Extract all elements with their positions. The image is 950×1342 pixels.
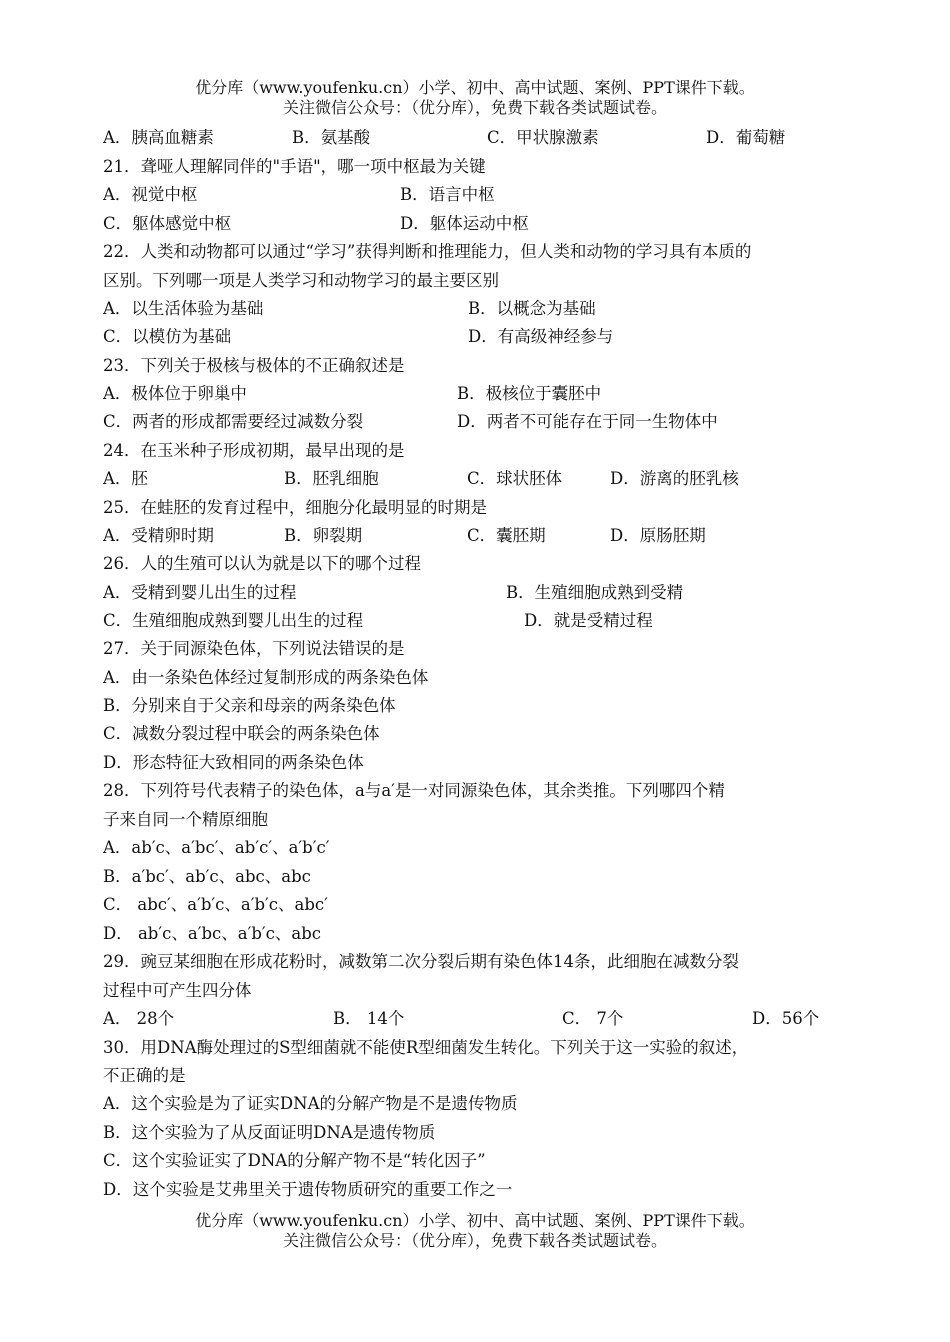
- q22-option-d: D．有高级神经参与: [468, 327, 614, 346]
- q28-stem-line2: 子来自同一个精原细胞: [103, 810, 268, 829]
- q23-option-d: D．两者不可能存在于同一生物体中: [457, 412, 718, 431]
- q22-stem-line1: 22．人类和动物都可以通过“学习”获得判断和推理能力，但人类和动物的学习具有本质的: [103, 242, 752, 261]
- q20-option-b: B．氨基酸: [292, 128, 371, 147]
- q30-option-a: A．这个实验是为了证实DNA的分解产物是不是遗传物质: [103, 1094, 518, 1113]
- q30-stem-line1: 30．用DNA酶处理过的S型细菌就不能使R型细菌发生转化。下列关于这一实验的叙述，: [103, 1038, 749, 1057]
- q26-option-b: B．生殖细胞成熟到受精: [506, 583, 684, 602]
- q29-option-b: B． 14个: [333, 1009, 405, 1028]
- q23-option-a: A．极体位于卵巢中: [103, 384, 247, 403]
- q20-option-a: A．胰高血糖素: [103, 128, 214, 147]
- q25-option-a: A．受精卵时期: [103, 526, 214, 545]
- q29-stem-line1: 29．豌豆某细胞在形成花粉时，减数第二次分裂后期有染色体14条，此细胞在减数分裂: [103, 952, 739, 971]
- q29-option-d: D．56个: [752, 1009, 820, 1028]
- q22-stem-line2: 区别。下列哪一项是人类学习和动物学习的最主要区别: [103, 271, 499, 290]
- q30-option-d: D．这个实验是艾弗里关于遗传物质研究的重要工作之一: [103, 1180, 513, 1199]
- q23-stem: 23．下列关于极核与极体的不正确叙述是: [103, 356, 405, 375]
- q30-option-b: B．这个实验为了从反面证明DNA是遗传物质: [103, 1123, 436, 1142]
- q25-option-c: C．囊胚期: [467, 526, 546, 545]
- q27-option-d: D．形态特征大致相同的两条染色体: [103, 753, 364, 772]
- q27-option-a: A．由一条染色体经过复制形成的两条染色体: [103, 668, 429, 687]
- q23-option-c: C．两者的形成都需要经过减数分裂: [103, 412, 364, 431]
- q20-option-d: D．葡萄糖: [706, 128, 786, 147]
- q28-option-a: A．ab′c、a′bc′、ab′c′、a′b′c′: [103, 838, 330, 857]
- q26-stem: 26．人的生殖可以认为就是以下的哪个过程: [103, 554, 421, 573]
- q29-option-a: A． 28个: [103, 1009, 175, 1028]
- q22-option-c: C．以模仿为基础: [103, 327, 232, 346]
- q26-option-c: C．生殖细胞成熟到婴儿出生的过程: [103, 611, 364, 630]
- q21-option-d: D．躯体运动中枢: [400, 214, 529, 233]
- q25-option-b: B．卵裂期: [284, 526, 363, 545]
- q20-option-c: C．甲状腺激素: [487, 128, 599, 147]
- page-footer-line2: 关注微信公众号：（优分库），免费下载各类试题试卷。: [282, 1231, 667, 1250]
- q29-option-c: C． 7个: [562, 1009, 624, 1028]
- q27-stem: 27．关于同源染色体，下列说法错误的是: [103, 639, 405, 658]
- q25-stem: 25．在蛙胚的发育过程中，细胞分化最明显的时期是: [103, 498, 487, 517]
- q29-stem-line2: 过程中可产生四分体: [103, 981, 252, 1000]
- q26-option-a: A．受精到婴儿出生的过程: [103, 583, 297, 602]
- q26-option-d: D．就是受精过程: [524, 611, 653, 630]
- q28-stem-line1: 28．下列符号代表精子的染色体，a与a′是一对同源染色体，其余类推。下列哪四个精: [103, 781, 725, 800]
- q25-option-d: D．原肠胚期: [610, 526, 706, 545]
- q30-option-c: C．这个实验证实了DNA的分解产物不是“转化因子”: [103, 1151, 486, 1170]
- q28-option-d: D． ab′c、a′bc、a′b′c、abc: [103, 924, 322, 943]
- q23-option-b: B．极核位于囊胚中: [457, 384, 602, 403]
- q27-option-b: B．分别来自于父亲和母亲的两条染色体: [103, 696, 396, 715]
- q24-option-c: C．球状胚体: [467, 469, 563, 488]
- q22-option-a: A．以生活体验为基础: [103, 299, 264, 318]
- page-header-line2: 关注微信公众号：（优分库），免费下载各类试题试卷。: [282, 98, 667, 117]
- q21-option-c: C．躯体感觉中枢: [103, 214, 232, 233]
- q28-option-c: C． abc′、a′b′c、a′b′c、abc′: [103, 895, 328, 914]
- q30-stem-line2: 不正确的是: [103, 1066, 186, 1085]
- q28-option-b: B．a′bc′、ab′c、abc、abc: [103, 867, 311, 886]
- q24-stem: 24．在玉米种子形成初期，最早出现的是: [103, 441, 405, 460]
- page-header-line1: 优分库（www.youfenku.cn）小学、初中、高中试题、案例、PPT课件下载。: [195, 78, 755, 97]
- q21-stem: 21．聋哑人理解同伴的"手语"，哪一项中枢最为关键: [103, 157, 486, 176]
- q24-option-d: D．游离的胚乳核: [610, 469, 739, 488]
- q24-option-a: A．胚: [103, 469, 148, 488]
- q22-option-b: B．以概念为基础: [468, 299, 596, 318]
- q27-option-c: C．减数分裂过程中联会的两条染色体: [103, 724, 380, 743]
- q21-option-a: A．视觉中枢: [103, 185, 198, 204]
- q24-option-b: B．胚乳细胞: [284, 469, 379, 488]
- q21-option-b: B．语言中枢: [400, 185, 495, 204]
- page-footer-line1: 优分库（www.youfenku.cn）小学、初中、高中试题、案例、PPT课件下载。: [195, 1211, 755, 1230]
